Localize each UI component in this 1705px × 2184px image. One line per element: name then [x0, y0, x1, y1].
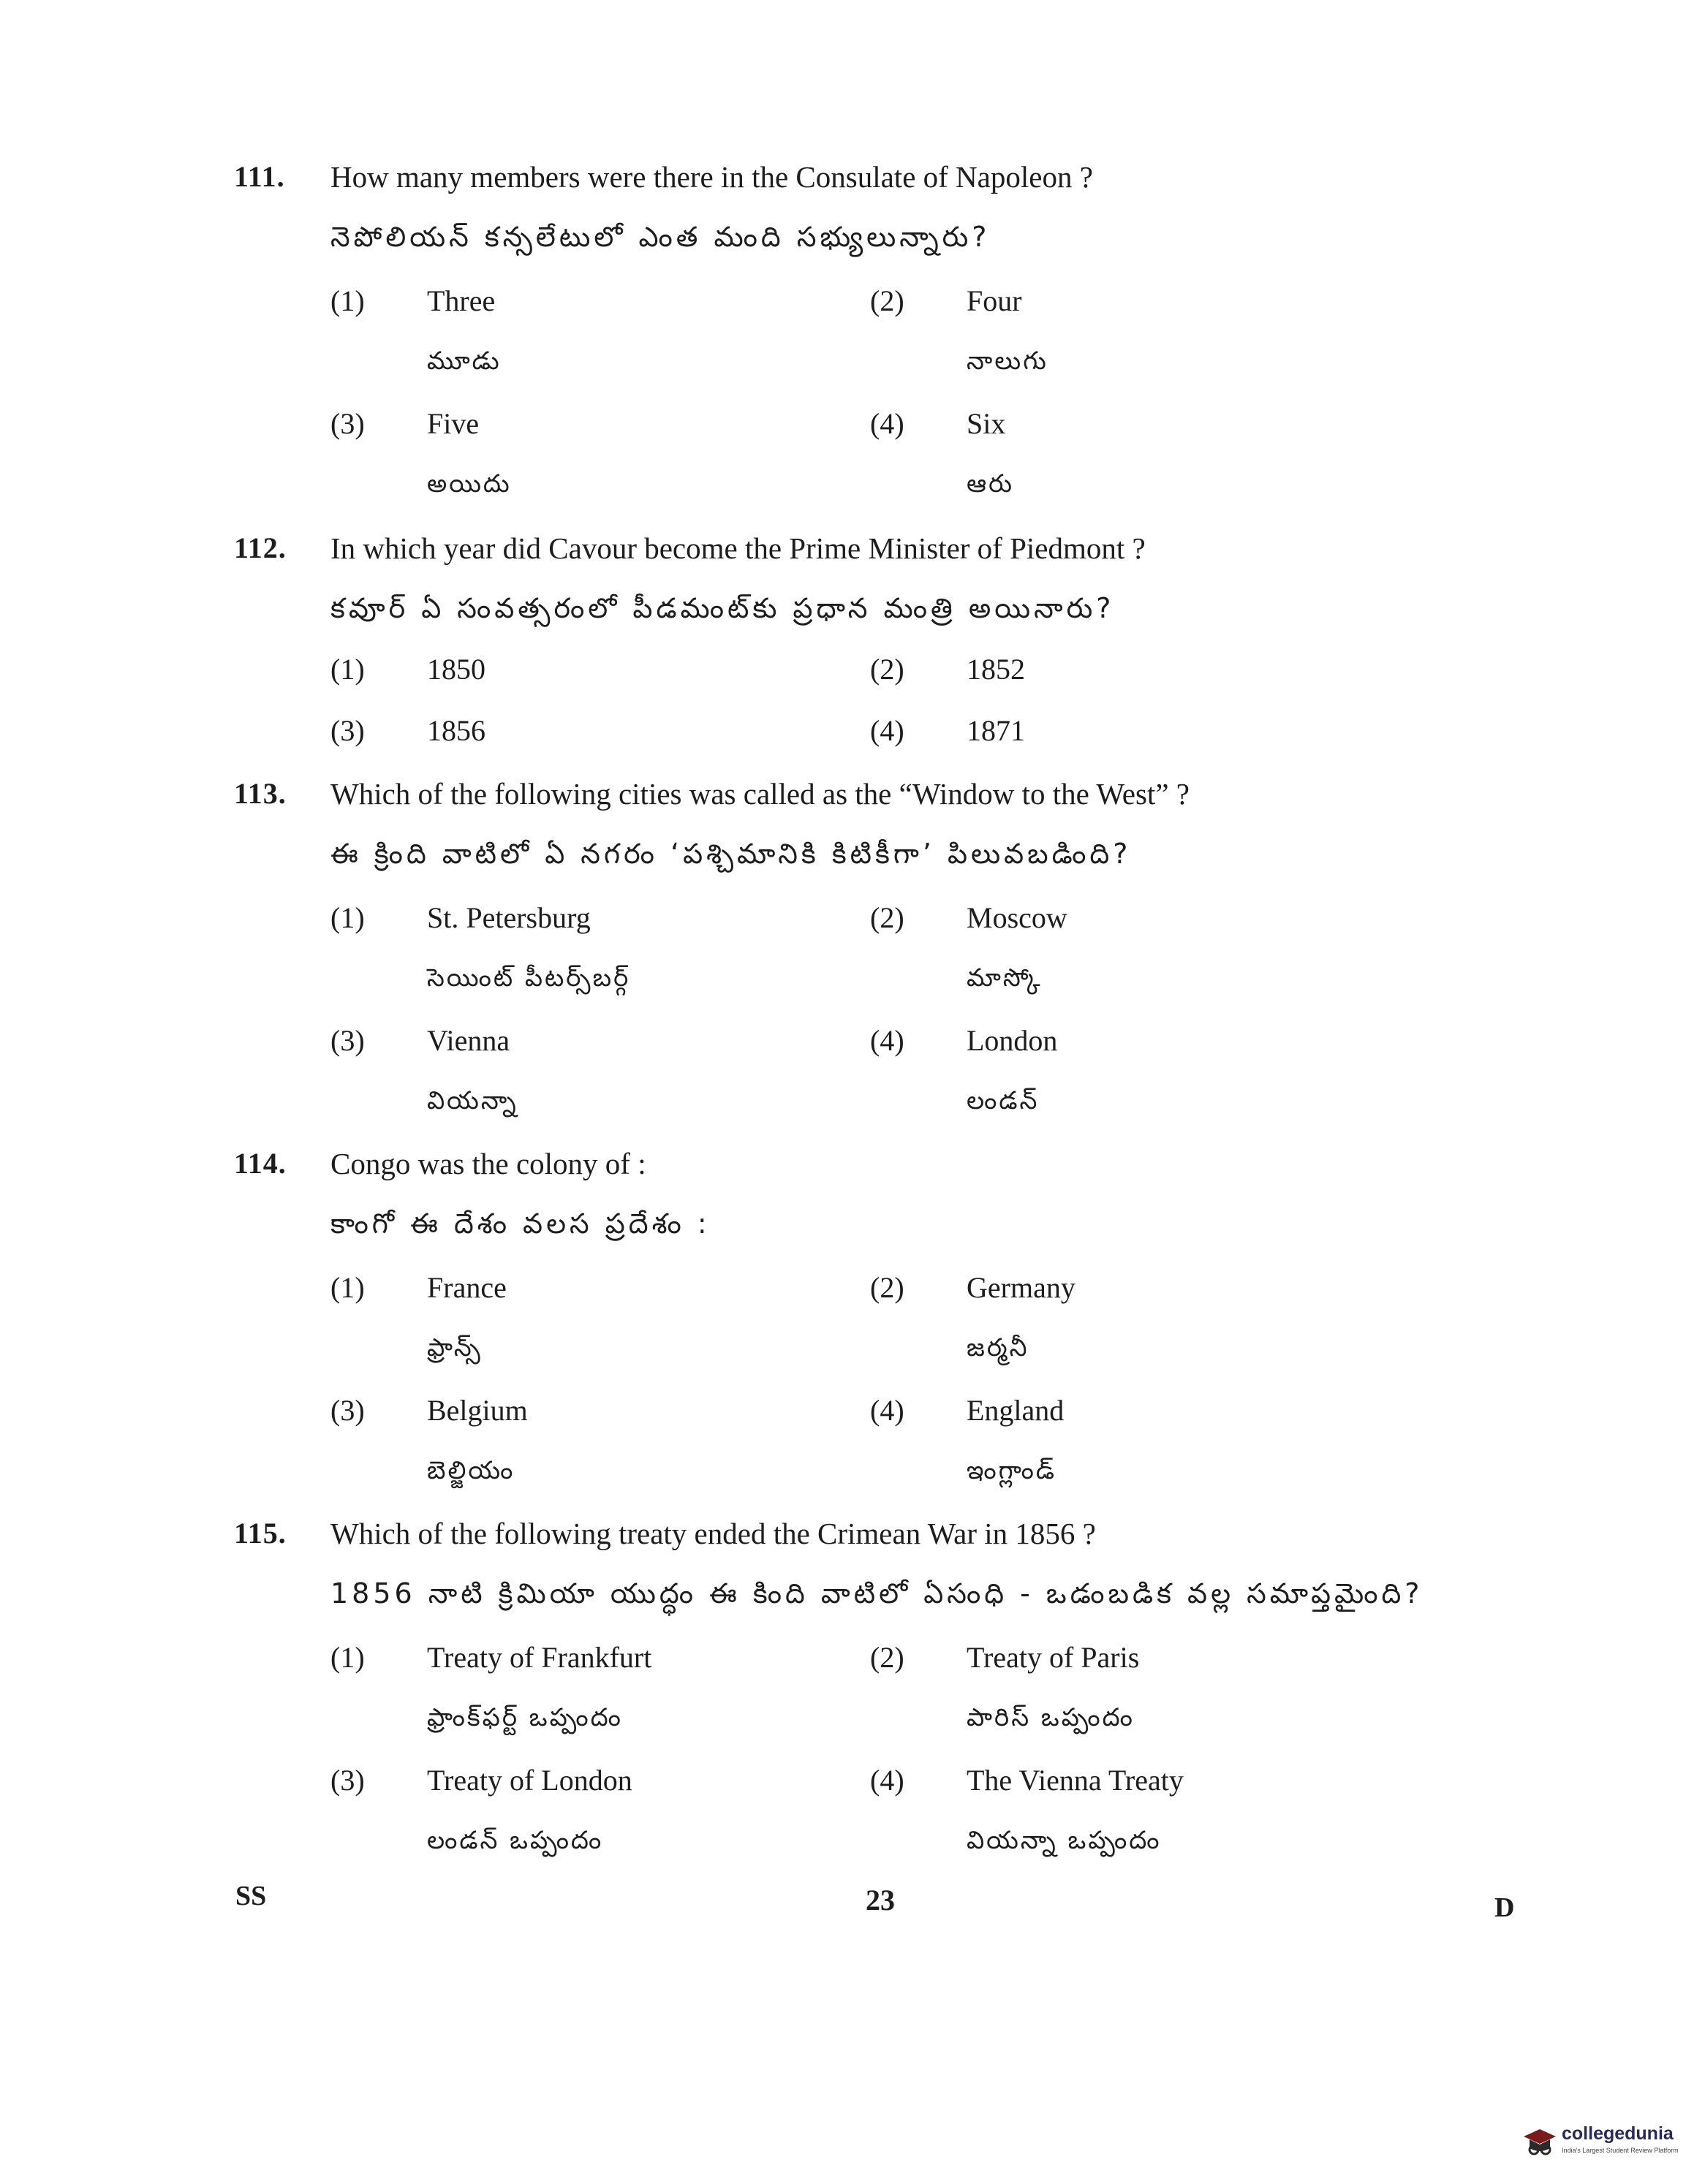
- option-text-english: Six: [967, 407, 1006, 440]
- option-3: [330, 1393, 842, 1510]
- option-number: (1): [330, 901, 365, 934]
- option-2: [870, 1270, 1382, 1387]
- option-number: (3): [330, 714, 365, 747]
- question-number: 111.: [234, 160, 285, 193]
- option-text-telugu: వియన్నా: [427, 1086, 518, 1115]
- collegedunia-watermark: [1521, 2123, 1696, 2167]
- brand-name: collegedunia: [1562, 2123, 1674, 2144]
- option-4: [870, 1763, 1382, 1880]
- option-text-telugu: లండన్ ఒప్పందం: [427, 1826, 604, 1855]
- option-text-english: 1856: [427, 714, 485, 747]
- option-text-telugu: ఫ్రాంక్‌ఫర్ట్ ఒప్పందం: [427, 1703, 623, 1732]
- option-text-telugu: సెయింట్ పీటర్స్‌బర్గ్: [427, 963, 631, 993]
- option-number: (4): [870, 714, 904, 747]
- option-number: (2): [870, 1271, 904, 1304]
- option-text-telugu: మూడు: [427, 346, 502, 376]
- option-text-english: The Vienna Treaty: [967, 1764, 1184, 1797]
- option-2: [870, 900, 1382, 1017]
- option-text-english: Moscow: [967, 901, 1067, 934]
- option-text-english: Treaty of Paris: [967, 1641, 1140, 1674]
- question-number: 112.: [234, 531, 287, 564]
- option-text-telugu: ఇంగ్లాండ్: [967, 1456, 1057, 1485]
- graduation-cap-icon: [1521, 2125, 1559, 2161]
- option-3: [330, 1763, 842, 1880]
- option-number: (1): [330, 653, 365, 686]
- question-text-english: How many members were there in the Consulate of Napoleon ?: [330, 160, 1093, 194]
- option-4: [870, 1023, 1382, 1140]
- option-4: [870, 1393, 1382, 1510]
- question-text-telugu: 1856 నాటి క్రిమియా యుద్ధం ఈ కింది వాటిలో ఏసంధి - ఒడంబడిక వల్ల సమాప్తమైంది?: [330, 1577, 1424, 1609]
- option-number: (4): [870, 1024, 904, 1057]
- option-number: (4): [870, 1764, 904, 1797]
- question-115: [234, 1516, 1608, 1881]
- option-2: [870, 1640, 1382, 1757]
- option-text-telugu: పారిస్ ఒప్పందం: [967, 1703, 1135, 1732]
- option-text-english: Germany: [967, 1271, 1075, 1304]
- option-text-english: France: [427, 1271, 507, 1304]
- question-113: [234, 776, 1608, 1142]
- option-number: (3): [330, 407, 365, 440]
- option-text-english: Three: [427, 284, 496, 317]
- option-text-english: Five: [427, 407, 480, 440]
- question-text-telugu: కవూర్ ఏ సంవత్సరంలో పీడమంట్‌కు ప్రధాన మంత్రి అయినారు?: [330, 592, 1115, 624]
- question-number: 114.: [234, 1147, 287, 1180]
- option-text-english: 1852: [967, 653, 1025, 686]
- option-number: (3): [330, 1764, 365, 1797]
- option-number: (1): [330, 1641, 365, 1674]
- subject-code: SS: [235, 1881, 267, 1911]
- question-text-telugu: కాంగో ఈ దేశం వలస ప్రదేశం :: [330, 1207, 711, 1240]
- question-text-english: Which of the following treaty ended the Crimean War in 1856 ?: [330, 1517, 1096, 1550]
- page-number: 23: [866, 1884, 895, 1916]
- option-text-telugu: వియన్నా ఒప్పందం: [967, 1826, 1162, 1855]
- question-text-english: Congo was the colony of :: [330, 1147, 646, 1180]
- question-text-telugu: నెపోలియన్ కన్సలేటులో ఎంత మంది సభ్యులున్నారు?: [330, 221, 991, 253]
- option-text-english: St. Petersburg: [427, 901, 591, 934]
- option-4: [870, 406, 1382, 523]
- option-number: (3): [330, 1394, 365, 1427]
- option-2: [870, 284, 1382, 401]
- option-text-telugu: ఫ్రాన్స్: [427, 1333, 483, 1362]
- option-text-english: England: [967, 1394, 1065, 1427]
- option-text-telugu: నాలుగు: [967, 346, 1048, 376]
- option-number: (1): [330, 284, 365, 317]
- brand-tagline: India's Largest Student Review Platform: [1562, 2147, 1679, 2154]
- option-1: [330, 1270, 842, 1387]
- option-1: [330, 900, 842, 1017]
- option-number: (4): [870, 407, 904, 440]
- question-text-telugu: ఈ క్రింది వాటిలో ఏ నగరం ‘పశ్చిమానికి కిటికీగా’ పిలువబడింది?: [330, 838, 1132, 870]
- option-number: (2): [870, 653, 904, 686]
- question-text-english: Which of the following cities was called as the “Window to the West” ?: [330, 777, 1190, 811]
- question-number: 115.: [234, 1517, 287, 1550]
- option-number: (3): [330, 1024, 365, 1057]
- option-3: [330, 406, 842, 523]
- option-1: [330, 1640, 842, 1757]
- option-text-telugu: మాస్కో: [967, 963, 1043, 993]
- option-text-english: Treaty of London: [427, 1764, 632, 1797]
- option-number: (1): [330, 1271, 365, 1304]
- option-number: (4): [870, 1394, 904, 1427]
- option-text-english: 1871: [967, 714, 1025, 747]
- option-3: [330, 1023, 842, 1140]
- option-number: (2): [870, 1641, 904, 1674]
- option-1: [330, 284, 842, 401]
- option-text-telugu: జర్మనీ: [967, 1333, 1029, 1362]
- option-text-english: London: [967, 1024, 1058, 1057]
- question-number: 113.: [234, 777, 287, 810]
- option-number: (2): [870, 284, 904, 317]
- option-text-telugu: ఆరు: [967, 469, 1015, 498]
- option-text-english: Four: [967, 284, 1022, 317]
- option-text-english: Belgium: [427, 1394, 528, 1427]
- option-text-telugu: అయిదు: [427, 469, 512, 498]
- option-text-english: Treaty of Frankfurt: [427, 1641, 652, 1674]
- question-114: [234, 1146, 1608, 1512]
- booklet-series: D: [1494, 1892, 1515, 1923]
- option-text-telugu: బెల్జియం: [427, 1456, 515, 1485]
- option-text-english: Vienna: [427, 1024, 510, 1057]
- option-text-english: 1850: [427, 653, 485, 686]
- question-111: [234, 159, 1608, 525]
- option-number: (2): [870, 901, 904, 934]
- option-text-telugu: లండన్: [967, 1086, 1040, 1115]
- question-text-english: In which year did Cavour become the Prime Minister of Piedmont ?: [330, 531, 1146, 565]
